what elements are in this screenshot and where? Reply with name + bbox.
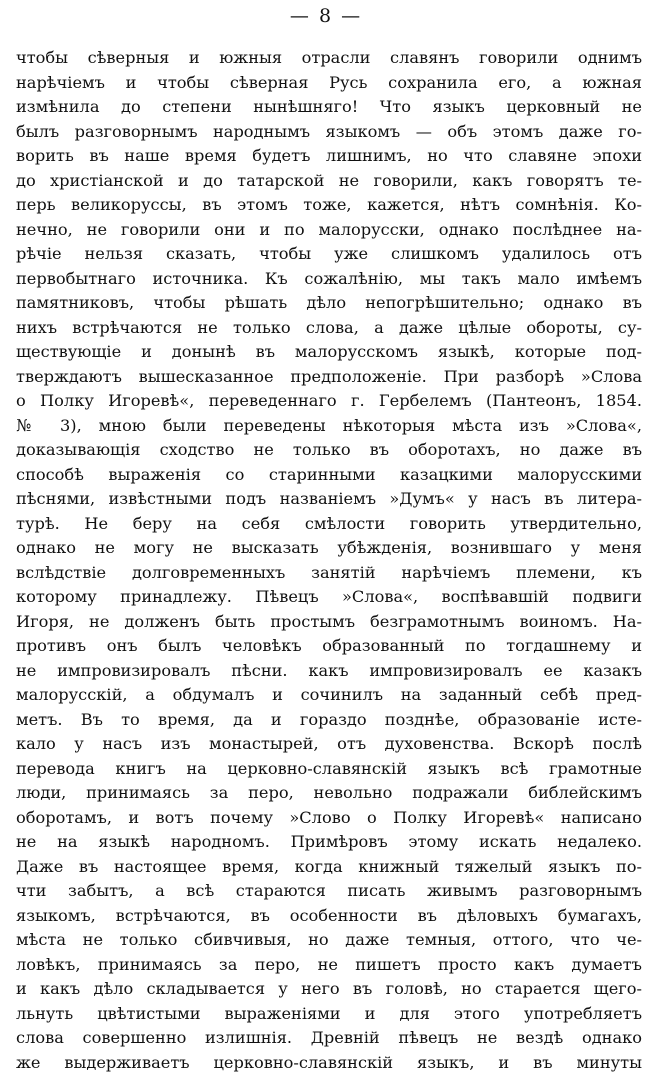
text-line: № 3), мною были переведены нѣкоторыя мѣста изъ »Слова«, <box>16 414 642 439</box>
text-line: слова совершенно излишнія. Древній пѣвецъ не вездѣ однако <box>16 1026 642 1051</box>
text-line: Даже въ настоящее время, когда книжный тяжелый языкъ по- <box>16 855 642 880</box>
text-line: не на языкѣ народномъ. Примѣровъ этому искать недалеко. <box>16 830 642 855</box>
text-line: до христіанской и до татарской не говорили, какъ говорятъ те- <box>16 169 642 194</box>
text-line: не импровизировалъ пѣсни. какъ импровизировалъ ее казакъ <box>16 659 642 684</box>
text-line: вслѣдствіе долговременныхъ занятій нарѣчіемъ племени, къ <box>16 561 642 586</box>
text-line: люди, принимаясь за перо, невольно подражали библейскимъ <box>16 781 642 806</box>
text-line: нарѣчіемъ и чтобы сѣверная Русь сохранила его, а южная <box>16 71 642 96</box>
text-line: ществующіе и донынѣ въ малорусскомъ языкѣ, которые под- <box>16 340 642 365</box>
text-line: кало у насъ изъ монастырей, отъ духовенства. Вскорѣ послѣ <box>16 732 642 757</box>
text-line: однако не могу не высказать убѣжденія, вознившаго у меня <box>16 536 642 561</box>
text-line: оборотамъ, и вотъ почему »Слово о Полку Игоревѣ« написано <box>16 806 642 831</box>
text-line: чти забытъ, а всѣ стараются писать живымъ разговорнымъ <box>16 879 642 904</box>
text-line: о Полку Игоревѣ«, переведеннаго г. Гербелемъ (Пантеонъ, 1854. <box>16 389 642 414</box>
text-line: способѣ выраженія со старинными казацкими малорусскими <box>16 463 642 488</box>
text-line: нечно, не говорили они и по малорусски, однако послѣднее на- <box>16 218 642 243</box>
text-line: малорусскій, а обдумалъ и сочинилъ на заданный себѣ пред- <box>16 683 642 708</box>
text-line: перевода книгъ на церковно-славянскій языкъ всѣ грамотные <box>16 757 642 782</box>
text-line: памятниковъ, чтобы рѣшать дѣло непогрѣшительно; однако въ <box>16 291 642 316</box>
text-line: противъ онъ былъ человѣкъ образованный по тогдашнему и <box>16 634 642 659</box>
text-line: первобытнаго источника. Къ сожалѣнію, мы такъ мало имѣемъ <box>16 267 642 292</box>
text-line: льнуть цвѣтистыми выраженіями и для этого употребляетъ <box>16 1002 642 1027</box>
text-line: пѣснями, извѣстными подъ названіемъ »Думъ« у насъ въ литера- <box>16 487 642 512</box>
text-line: и какъ дѣло складывается у него въ головѣ, но старается щего- <box>16 977 642 1002</box>
page-number: — 8 — <box>0 4 652 28</box>
text-line: рѣчіе нельзя сказать, чтобы уже слишкомъ удалилось отъ <box>16 242 642 267</box>
text-line: же выдерживаетъ церковно-славянскій языкъ, и въ минуты <box>16 1051 642 1075</box>
text-line: Игоря, не долженъ быть простымъ безграмотнымъ воиномъ. На- <box>16 610 642 635</box>
text-line: мѣста не только сбивчивыя, но даже темныя, оттого, что че- <box>16 928 642 953</box>
text-line: нихъ встрѣчаются не только слова, а даже цѣлые обороты, су- <box>16 316 642 341</box>
text-line: турѣ. Не беру на себя смѣлости говорить утвердительно, <box>16 512 642 537</box>
text-line: ловѣкъ, принимаясь за перо, не пишетъ просто какъ думаетъ <box>16 953 642 978</box>
text-line: ворить въ наше время будетъ лишнимъ, но что славяне эпохи <box>16 144 642 169</box>
text-line: былъ разговорнымъ народнымъ языкомъ — объ этомъ даже го- <box>16 120 642 145</box>
text-line: языкомъ, встрѣчаются, въ особенности въ дѣловыхъ бумагахъ, <box>16 904 642 929</box>
text-line: доказывающія сходство не только въ оборотахъ, но даже въ <box>16 438 642 463</box>
text-line: метъ. Въ то время, да и гораздо позднѣе, образованіе исте- <box>16 708 642 733</box>
text-line: которому принадлежу. Пѣвецъ »Слова«, воспѣвавшій подвиги <box>16 585 642 610</box>
text-line: измѣнила до степени нынѣшняго! Что языкъ церковный не <box>16 95 642 120</box>
text-line: тверждаютъ вышесказанное предположеніе. При разборѣ »Слова <box>16 365 642 390</box>
text-line: перь великоруссы, въ этомъ тоже, кажется, нѣтъ сомнѣнія. Ко- <box>16 193 642 218</box>
text-line: чтобы сѣверныя и южныя отрасли славянъ говорили однимъ <box>16 46 642 71</box>
body-text <box>16 46 642 1075</box>
